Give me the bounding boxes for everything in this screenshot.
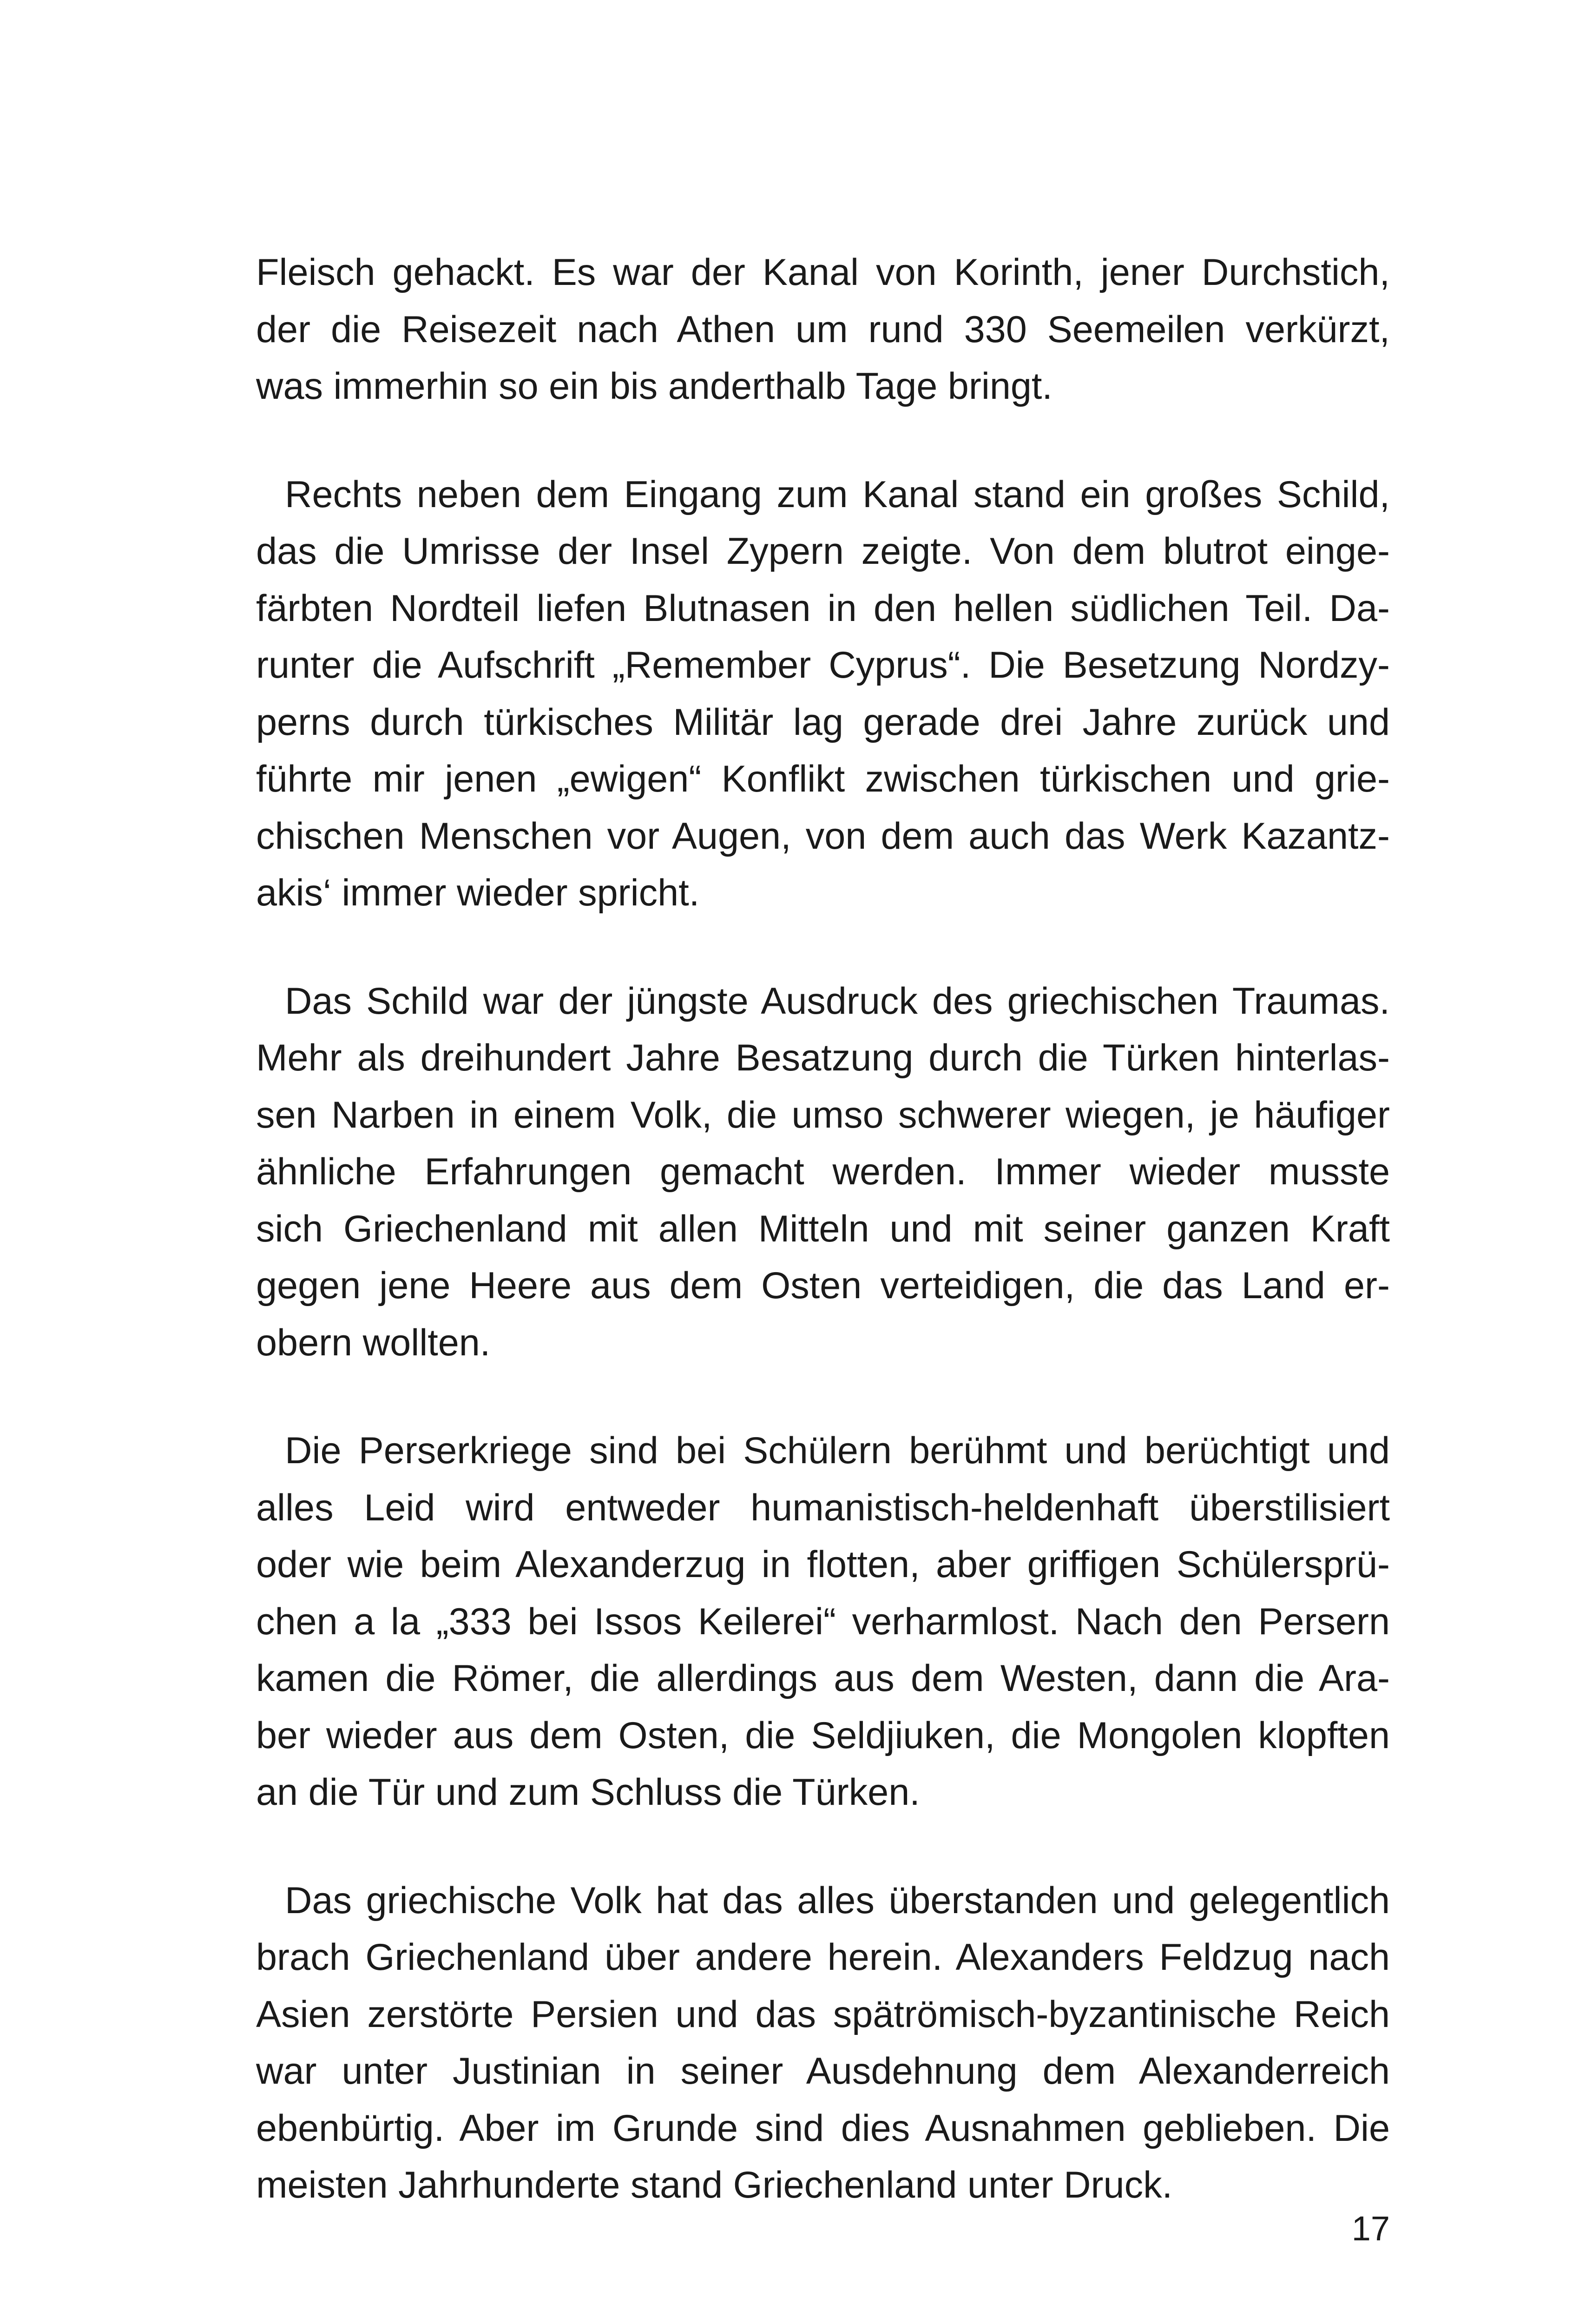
text-line: ebenbürtig. Aber im Grunde sind dies Ausnahmen geblieben. Die bbox=[256, 2107, 1390, 2149]
text-line: ber wieder aus dem Osten, die Seldjiuken, die Mongolen klopften bbox=[256, 1714, 1390, 1756]
text-line: Das Schild war der jüngste Ausdruck des griechischen Traumas. bbox=[285, 980, 1390, 1022]
paragraph-1 bbox=[256, 244, 1390, 415]
text-line: ähnliche Erfahrungen gemacht werden. Immer wieder musste bbox=[256, 1151, 1390, 1193]
text-line: sich Griechenland mit allen Mitteln und mit seiner ganzen Kraft bbox=[256, 1208, 1390, 1250]
paragraph-5 bbox=[256, 1872, 1390, 2214]
text-line: Rechts neben dem Eingang zum Kanal stand ein großes Schild, bbox=[285, 473, 1390, 515]
text-line: Asien zerstörte Persien und das spätrömisch-byzantinische Reich bbox=[256, 1993, 1390, 2035]
text-line: führte mir jenen „ewigen“ Konflikt zwischen türkischen und grie- bbox=[256, 758, 1390, 800]
paragraph-3 bbox=[256, 973, 1390, 1372]
text-line: an die Tür und zum Schluss die Türken. bbox=[256, 1771, 920, 1813]
text-line: was immerhin so ein bis anderthalb Tage bringt. bbox=[256, 365, 1053, 407]
text-line: chischen Menschen vor Augen, von dem auch das Werk Kazantz- bbox=[256, 815, 1390, 857]
text-line: Das griechische Volk hat das alles überstanden und gelegentlich bbox=[285, 1879, 1390, 1921]
text-line: Mehr als dreihundert Jahre Besatzung durch die Türken hinterlas- bbox=[256, 1037, 1390, 1079]
text-line: Die Perserkriege sind bei Schülern berühmt und berüchtigt und bbox=[285, 1430, 1390, 1472]
text-line: der die Reisezeit nach Athen um rund 330 Seemeilen verkürzt, bbox=[256, 308, 1390, 350]
text-line: brach Griechenland über andere herein. Alexanders Feldzug nach bbox=[256, 1936, 1390, 1978]
text-line: oder wie beim Alexanderzug in flotten, aber griffigen Schülersprü- bbox=[256, 1544, 1390, 1585]
text-line: perns durch türkisches Militär lag gerade drei Jahre zurück und bbox=[256, 701, 1390, 743]
text-line: chen a la „333 bei Issos Keilerei“ verharmlost. Nach den Persern bbox=[256, 1600, 1390, 1643]
body-text bbox=[256, 244, 1390, 2265]
text-line: das die Umrisse der Insel Zypern zeigte. Von dem blutrot einge- bbox=[256, 530, 1390, 572]
paragraph-2 bbox=[256, 466, 1390, 922]
paragraph-4 bbox=[256, 1422, 1390, 1821]
page-number: 17 bbox=[1351, 2209, 1390, 2248]
text-line: sen Narben in einem Volk, die umso schwerer wiegen, je häufiger bbox=[256, 1094, 1390, 1136]
text-line: Fleisch gehackt. Es war der Kanal von Korinth, jener Durchstich, bbox=[256, 251, 1390, 293]
text-line: alles Leid wird entweder humanistisch-heldenhaft überstilisiert bbox=[256, 1486, 1390, 1529]
text-line: war unter Justinian in seiner Ausdehnung dem Alexanderreich bbox=[256, 2050, 1390, 2092]
text-line: färbten Nordteil liefen Blutnasen in den hellen südlichen Teil. Da- bbox=[256, 587, 1390, 629]
text-line: runter die Aufschrift „Remember Cyprus“. Die Besetzung Nordzy- bbox=[256, 644, 1390, 686]
text-line: akis‘ immer wieder spricht. bbox=[256, 872, 700, 914]
text-line: obern wollten. bbox=[256, 1321, 491, 1364]
text-line: gegen jene Heere aus dem Osten verteidigen, die das Land er- bbox=[256, 1265, 1390, 1307]
text-line: meisten Jahrhunderte stand Griechenland unter Druck. bbox=[256, 2164, 1173, 2206]
text-line: kamen die Römer, die allerdings aus dem Westen, dann die Ara- bbox=[256, 1657, 1390, 1699]
